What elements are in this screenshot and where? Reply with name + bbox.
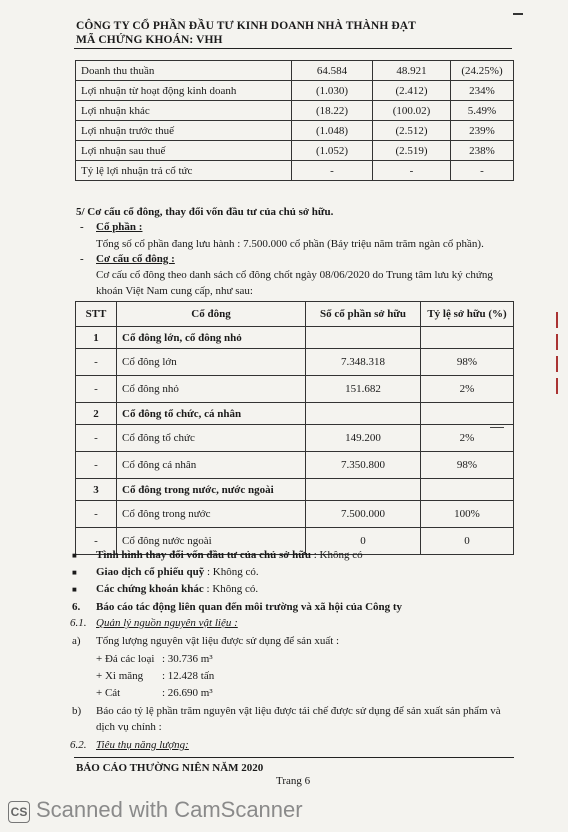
structure-text: Cơ cấu cổ đông theo danh sách cổ đông chốt ngày 08/06/2020 do Trung tâm lưu ký chứng: [96, 269, 493, 281]
row-shares: 151.682: [306, 376, 421, 403]
dash-mark: -: [80, 253, 84, 265]
item-label: b): [72, 705, 82, 717]
table-header-row: [76, 302, 514, 327]
footer-report-title: BÁO CÁO THƯỜNG NIÊN NĂM 2020: [76, 762, 264, 774]
row-shares: 7.348.318: [306, 349, 421, 376]
row-ratio: 98%: [421, 452, 514, 479]
column-header-stt: STT: [76, 302, 117, 327]
table-row: [76, 141, 514, 161]
table-row: [76, 425, 514, 452]
table-row: [76, 81, 514, 101]
cell-value-2: (2.512): [373, 121, 451, 141]
item-text: Tổng lượng nguyên vật liệu được sử dụng để sản xuất :: [96, 635, 340, 647]
bullet-list: [72, 549, 363, 600]
row-label: Lợi nhuận sau thuế: [76, 141, 292, 161]
row-label: Tỷ lệ lợi nhuận trả cổ tức: [76, 161, 292, 181]
structure-text: khoán Việt Nam cung cấp, như sau:: [96, 285, 253, 297]
material-row: + Đá các loại : 30.736 m³: [96, 653, 213, 665]
cell-value-3: 234%: [451, 81, 514, 101]
cell-value-1: (18.22): [292, 101, 373, 121]
cell-value-1: (1.048): [292, 121, 373, 141]
row-stt: -: [76, 452, 117, 479]
table-row: [76, 376, 514, 403]
row-name: Cổ đông nhỏ: [117, 376, 306, 403]
cell-value-3: 5.49%: [451, 101, 514, 121]
structure-heading: Cơ cấu cổ đông :: [96, 253, 175, 265]
footer-divider: [74, 757, 514, 758]
column-header-ratio: Tỷ lệ sở hữu (%): [421, 302, 514, 327]
subsection-number: 6.2.: [70, 739, 87, 751]
row-shares: [306, 327, 421, 349]
row-name: Cổ đông tổ chức, cá nhân: [117, 403, 306, 425]
material-row: + Xi măng : 12.428 tấn: [96, 670, 215, 682]
row-label: Lợi nhuận từ hoạt động kinh doanh: [76, 81, 292, 101]
camscanner-logo-icon: CS: [8, 801, 30, 823]
table-row: [76, 61, 514, 81]
bullet-icon: ■: [72, 568, 77, 577]
row-shares: 7.500.000: [306, 501, 421, 528]
bullet-icon: ■: [72, 585, 77, 594]
row-ratio: 2%: [421, 376, 514, 403]
cell-value-2: -: [373, 161, 451, 181]
row-ratio: 2%: [421, 425, 514, 452]
row-shares: [306, 479, 421, 501]
row-stt: 3: [76, 479, 117, 501]
cell-value-3: (24.25%): [451, 61, 514, 81]
margin-stamp-fragment: [556, 312, 566, 394]
section-6-title: Báo cáo tác động liên quan đến môi trường và xã hội của Công ty: [96, 601, 403, 613]
row-shares: 7.350.800: [306, 452, 421, 479]
cell-value-1: (1.030): [292, 81, 373, 101]
cell-value-1: -: [292, 161, 373, 181]
cell-value-1: (1.052): [292, 141, 373, 161]
bullet-item: ■ Tình hình thay đổi vốn đầu tư của chủ sở hữu : Không có: [72, 549, 363, 561]
row-label: Lợi nhuận trước thuế: [76, 121, 292, 141]
material-row: + Cát : 26.690 m³: [96, 687, 213, 699]
row-shares: [306, 403, 421, 425]
row-ratio: [421, 403, 514, 425]
section-6-number: 6.: [72, 601, 81, 613]
section-5-title: 5/ Cơ cấu cổ đông, thay đổi vốn đầu tư của chủ sở hữu.: [76, 206, 334, 218]
cell-value-1: 64.584: [292, 61, 373, 81]
row-name: Cổ đông nước ngoài: [117, 528, 306, 555]
scanner-watermark: [0, 791, 568, 832]
row-stt: -: [76, 528, 117, 555]
bullet-item: ■ Các chứng khoán khác : Không có.: [72, 583, 259, 595]
table-row: [76, 121, 514, 141]
table-row: [76, 101, 514, 121]
row-name: Cổ đông trong nước: [117, 501, 306, 528]
bullet-item: ■ Giao dịch cổ phiếu quỹ : Không có.: [72, 566, 259, 578]
stock-code: MÃ CHỨNG KHOÁN: VHH: [76, 34, 223, 46]
header-divider: [74, 48, 512, 49]
row-ratio: [421, 327, 514, 349]
row-stt: -: [76, 349, 117, 376]
group-row: [76, 403, 514, 425]
item-text: dịch vụ chính :: [96, 721, 162, 733]
row-name: Cổ đông trong nước, nước ngoài: [117, 479, 306, 501]
row-ratio: [421, 479, 514, 501]
cell-value-2: (2.519): [373, 141, 451, 161]
row-label: Doanh thu thuần: [76, 61, 292, 81]
row-stt: 2: [76, 403, 117, 425]
subsection-title: Tiêu thụ năng lượng:: [96, 739, 189, 751]
item-label: a): [72, 635, 81, 647]
financial-table: [75, 60, 514, 181]
row-name: Cổ đông cá nhân: [117, 452, 306, 479]
row-shares: 149.200: [306, 425, 421, 452]
row-label: Lợi nhuận khác: [76, 101, 292, 121]
shares-text: Tổng số cổ phần đang lưu hành : 7.500.000 cổ phần (Bảy triệu năm trăm ngàn cổ phần).: [96, 238, 484, 250]
scan-speck: [490, 427, 504, 428]
row-stt: -: [76, 376, 117, 403]
group-row: [76, 479, 514, 501]
cell-value-3: 239%: [451, 121, 514, 141]
shareholder-table: [75, 301, 514, 555]
scanner-watermark-text: Scanned with CamScanner: [36, 797, 303, 822]
subsection-title: Quản lý nguồn nguyên vật liệu :: [96, 617, 238, 629]
row-stt: 1: [76, 327, 117, 349]
cell-value-2: (100.02): [373, 101, 451, 121]
cell-value-3: 238%: [451, 141, 514, 161]
scan-speck: [513, 13, 523, 15]
row-stt: -: [76, 425, 117, 452]
cell-value-3: -: [451, 161, 514, 181]
row-name: Cổ đông lớn: [117, 349, 306, 376]
cell-value-2: (2.412): [373, 81, 451, 101]
page-number: Trang 6: [276, 775, 311, 787]
item-text: Báo cáo tỷ lệ phần trăm nguyên vật liệu được tái chế được sử dụng để sản xuất sản phẩm và: [96, 705, 501, 717]
dash-mark: -: [80, 221, 84, 233]
table-row: [76, 501, 514, 528]
column-header-shares: Số cổ phần sở hữu: [306, 302, 421, 327]
row-ratio: 0: [421, 528, 514, 555]
column-header-name: Cổ đông: [117, 302, 306, 327]
row-ratio: 98%: [421, 349, 514, 376]
row-ratio: 100%: [421, 501, 514, 528]
table-row: [76, 452, 514, 479]
row-name: Cổ đông tổ chức: [117, 425, 306, 452]
table-row: [76, 349, 514, 376]
shares-heading: Cổ phần :: [96, 221, 143, 233]
group-row: [76, 327, 514, 349]
table-row: [76, 161, 514, 181]
bullet-icon: ■: [72, 551, 77, 560]
company-name: CÔNG TY CỔ PHẦN ĐẦU TƯ KINH DOANH NHÀ THÀNH ĐẠT: [76, 20, 416, 32]
row-stt: -: [76, 501, 117, 528]
row-shares: 0: [306, 528, 421, 555]
subsection-number: 6.1.: [70, 617, 87, 629]
row-name: Cổ đông lớn, cổ đông nhỏ: [117, 327, 306, 349]
cell-value-2: 48.921: [373, 61, 451, 81]
